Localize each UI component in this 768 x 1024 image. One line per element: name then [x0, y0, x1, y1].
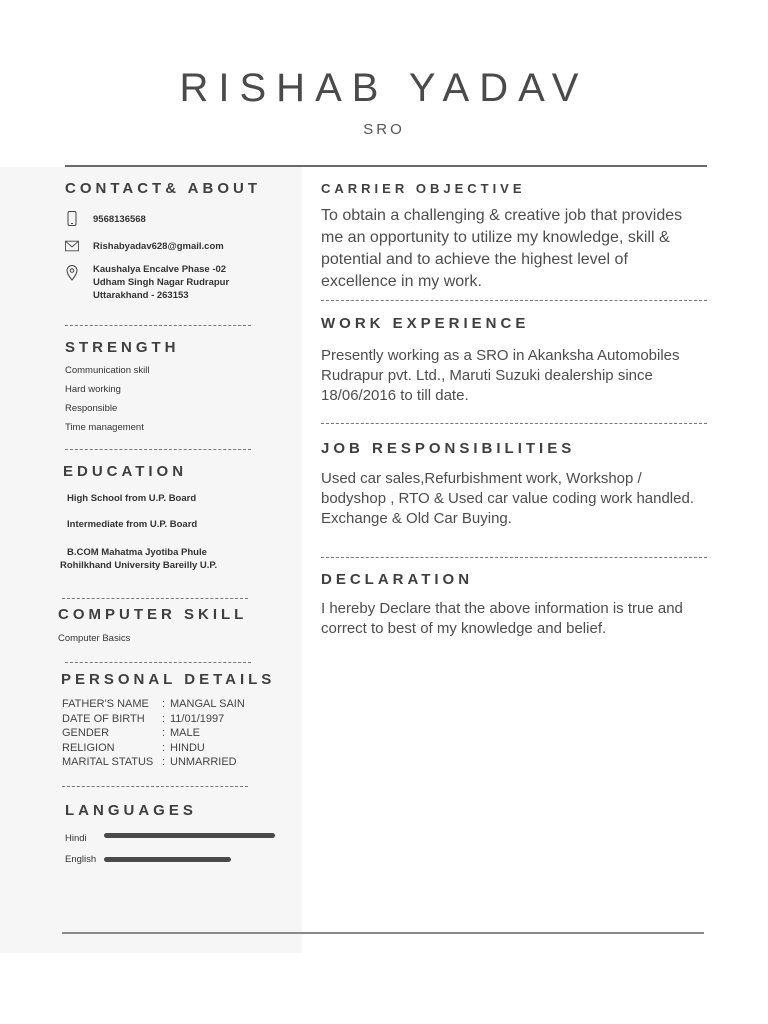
sidebar-divider	[62, 786, 248, 787]
personal-detail-row: GENDER : MALE	[62, 727, 200, 740]
sidebar-divider	[62, 598, 248, 599]
personal-details-heading: PERSONAL DETAILS	[61, 671, 276, 688]
phone-icon	[65, 211, 79, 225]
responsibilities-heading: JOB RESPONSIBILITIES	[321, 440, 576, 457]
contact-heading: CONTACT& ABOUT	[65, 180, 261, 197]
contact-phone: 9568136568	[93, 214, 146, 225]
language-level-bar	[104, 857, 231, 862]
resume-name: RISHAB YADAV	[179, 66, 589, 110]
personal-details-list	[62, 697, 245, 770]
section-divider	[321, 300, 707, 301]
strength-item: Time management	[65, 422, 144, 433]
computer-skill-heading: COMPUTER SKILL	[58, 606, 248, 623]
contact-email: Rishabyadav628@gmail.com	[93, 241, 224, 252]
strength-heading: STRENGTH	[65, 339, 180, 356]
language-name: Hindi	[65, 833, 87, 844]
sidebar-divider	[65, 449, 251, 450]
education-heading: EDUCATION	[63, 463, 188, 480]
objective-heading: CARRIER OBJECTIVE	[321, 181, 526, 196]
education-item: Intermediate from U.P. Board	[67, 519, 198, 530]
personal-detail-row: MARITAL STATUS : UNMARRIED	[62, 756, 237, 769]
language-level-bar	[104, 833, 275, 838]
education-item: B.COM Mahatma Jyotiba Phule	[67, 547, 207, 558]
location-pin-icon	[65, 266, 79, 280]
section-divider	[321, 423, 707, 424]
responsibilities-text: Used car sales,Refurbishment work, Workshop / bodyshop , RTO & Used car value coding work handled. Exchange & Old Car Buying.	[321, 470, 694, 527]
contact-address-line-1: Kaushalya Encalve Phase -02	[93, 264, 227, 275]
computer-skill-item: Computer Basics	[58, 633, 131, 644]
contact-address-line-2: Udham Singh Nagar Rudrapur	[93, 277, 230, 288]
objective-text: To obtain a challenging & creative job that provides me an opportunity to utilize my knowledge, skill & potential and to achieve the highest level of excellence in my work.	[321, 207, 683, 290]
experience-heading: WORK EXPERIENCE	[321, 315, 530, 332]
footer-divider	[62, 932, 704, 934]
declaration-text: I hereby Declare that the above information is true and correct to best of my knowledge and belief.	[321, 600, 683, 637]
personal-detail-row: FATHER'S NAME : MANGAL SAIN	[62, 698, 245, 710]
strength-item: Hard working	[65, 384, 121, 395]
strength-item: Responsible	[65, 403, 118, 414]
strength-item: Communication skill	[65, 365, 150, 376]
sidebar-divider	[65, 662, 251, 663]
sidebar-divider	[65, 325, 251, 326]
experience-text: Presently working as a SRO in Akanksha Automobiles Rudrapur pvt. Ltd., Maruti Suzuki dealership since 18/06/2016 to till date.	[321, 347, 680, 404]
section-divider	[321, 557, 707, 558]
education-item: High School from U.P. Board	[67, 493, 197, 504]
personal-detail-row: DATE OF BIRTH : 11/01/1997	[62, 712, 225, 725]
mail-icon	[65, 239, 79, 253]
language-name: English	[65, 854, 97, 865]
education-item: Rohilkhand University Bareilly U.P.	[60, 560, 218, 571]
declaration-heading: DECLARATION	[321, 571, 474, 588]
languages-heading: LANGUAGES	[65, 802, 197, 819]
personal-detail-row: RELIGION : HINDU	[62, 741, 205, 754]
contact-address-line-3: Uttarakhand - 263153	[93, 290, 189, 301]
resume-role: SRO	[363, 121, 405, 138]
